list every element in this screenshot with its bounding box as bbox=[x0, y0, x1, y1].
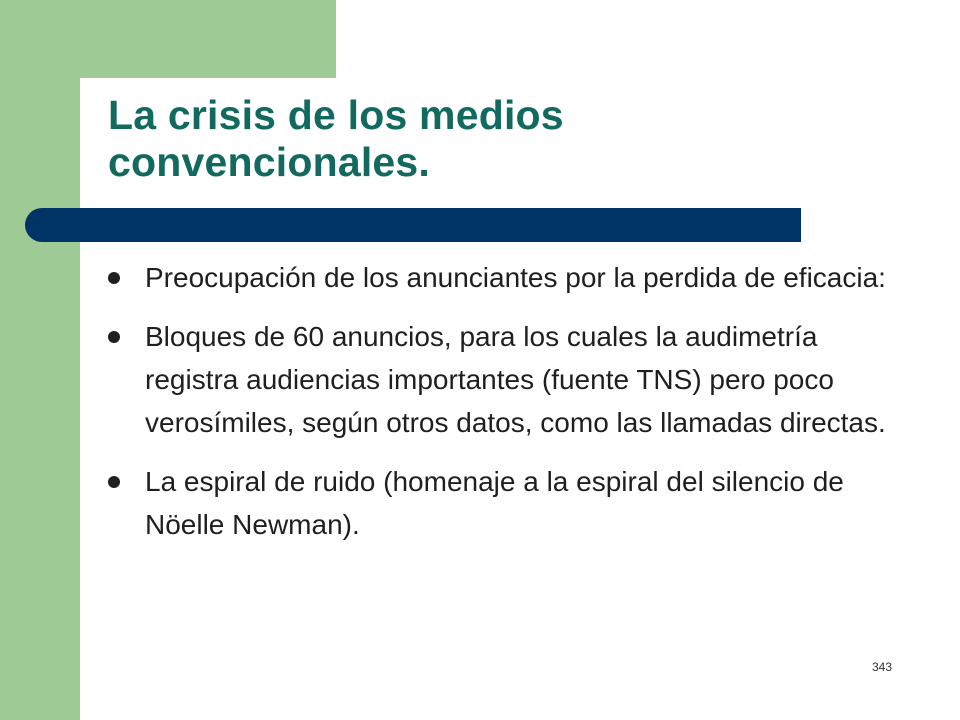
title-divider bbox=[25, 208, 801, 242]
bullet-list bbox=[108, 256, 898, 562]
bullet-dot-icon bbox=[108, 476, 120, 488]
slide-title: La crisis de los medios convencionales. bbox=[108, 92, 564, 185]
bullet-item-3 bbox=[108, 460, 898, 546]
bullet-text: Bloques de 60 anuncios, para los cuales la audimetría registra audiencias importantes (fuente TNS) pero poco verosímiles, según otros datos, como las llamadas directas. bbox=[145, 321, 886, 438]
bullet-text: Preocupación de los anunciantes por la perdida de eficacia: bbox=[145, 262, 886, 293]
left-green-band bbox=[0, 0, 80, 720]
bullet-text: La espiral de ruido (homenaje a la espiral del silencio de Nöelle Newman). bbox=[145, 466, 844, 540]
bullet-dot-icon bbox=[108, 331, 120, 343]
bullet-item-1 bbox=[108, 256, 898, 299]
top-green-band bbox=[80, 0, 336, 78]
bullet-dot-icon bbox=[108, 272, 120, 284]
bullet-item-2 bbox=[108, 315, 898, 444]
page-number: 343 bbox=[872, 660, 893, 674]
